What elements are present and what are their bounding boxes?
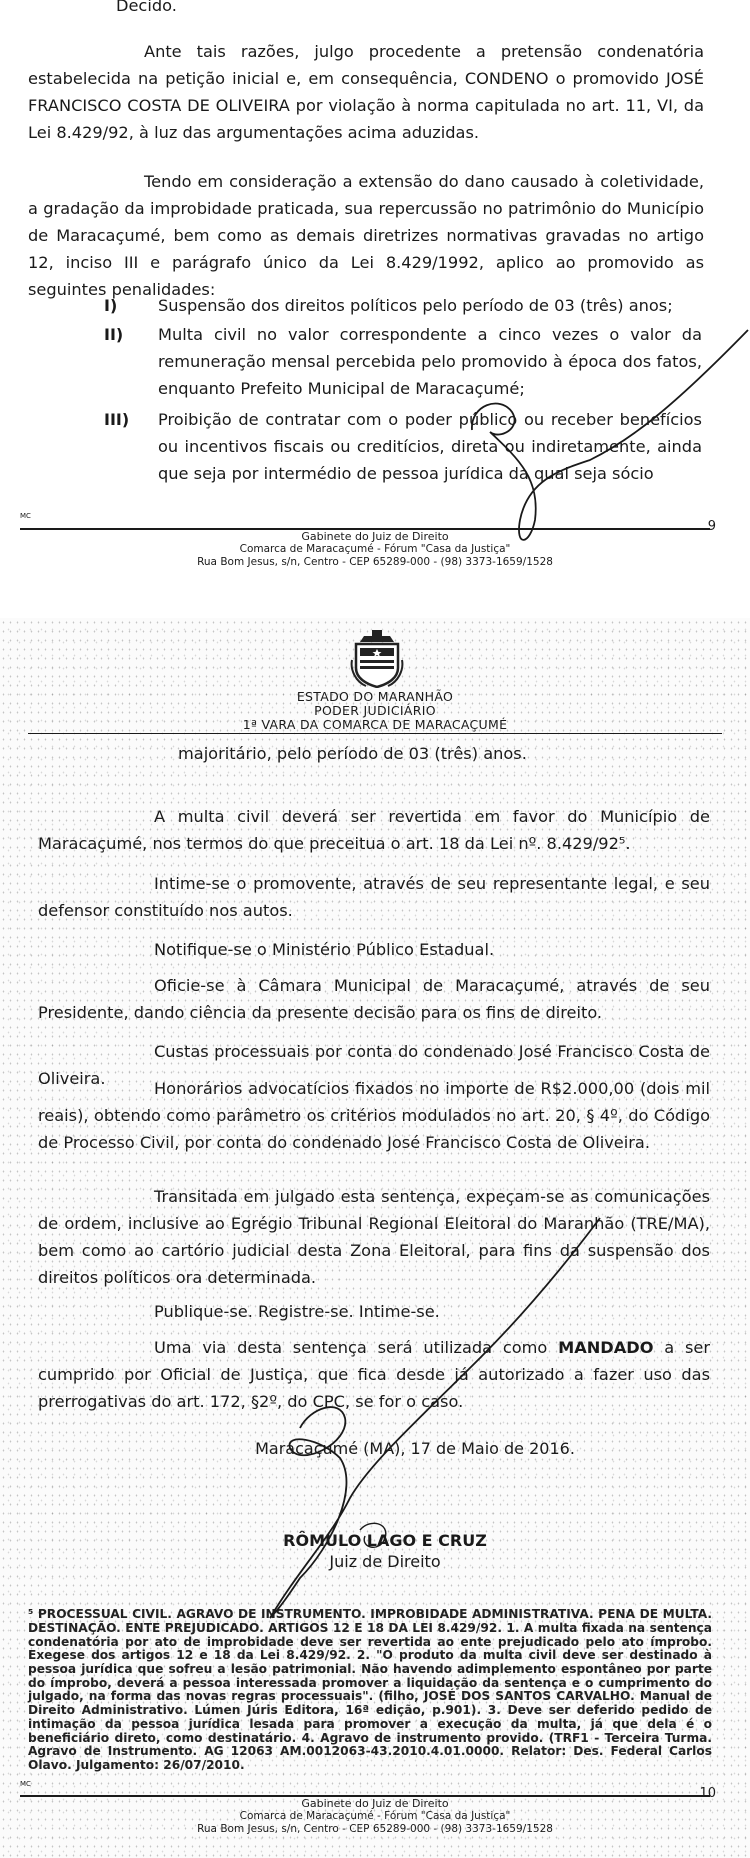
footnote-5: ⁵ PROCESSUAL CIVIL. AGRAVO DE INSTRUMENTO. IMPROBIDADE ADMINISTRATIVA. PENA DE MULTA. DESTINAÇÃO. ENTE PREJUDICADO. ARTIGOS 12 E 18 DA LEI 8.429/92. 1. A multa fixada na sentença condenatória por ato de improbidade deve ser revertida ao ente prejudicado pelo ato ímprobo. Exegese dos artigos 12 e 18 da Lei 8.429/92. 2. "O produto da multa civil deve ser destinado à pessoa jurídica que sofreu a lesão patrimonial. Não havendo adimplemento espontâneo por parte do ímprobo, deverá a pessoa interessada promover a liquidação da sentença e o cumprimento do julgado, na forma das novas regras processuais". (filho, JOSÉ DOS SANTOS CARVALHO. Manual de Direito Administrativo. Lúmen Júris Editora, 16ª edição, p.901). 3. Deve ser deferido pedido de intimação da pessoa jurídica lesada para promover a execução da multa, já que dela é o beneficiário direto, como destinatário. 4. Agravo de instrumento provido. (TRF1 - Terceira Turma. Agravo de Instrumento. AG 12063 AM.0012063-43.2010.4.01.0000. Relator: Des. Federal Carlos Olavo. Julgamento: 26/07/2010. <box>28 1607 712 1772</box>
coat-of-arms-icon <box>350 630 404 688</box>
page-footer <box>0 530 750 569</box>
paragraph-oficie: Oficie-se à Câmara Municipal de Maracaçumé, através de seu Presidente, dando ciência da presente decisão para os fins de direito. <box>38 976 710 1022</box>
header-state: ESTADO DO MARANHÃO <box>296 689 454 704</box>
paragraph-mandado <box>38 1334 710 1415</box>
header-rule <box>28 733 722 734</box>
footer-court: Comarca de Maracaçumé - Fórum "Casa da Justiça" <box>239 543 511 555</box>
penalty-text: Multa civil no valor correspondente a cinco vezes o valor da remuneração mensal percebida pelo promovido à época dos fatos, enquanto Prefeito Municipal de Maracaçumé; <box>158 325 702 398</box>
judge-name: RÔMULO LAGO E CRUZ <box>283 1531 487 1550</box>
footer-office: Gabinete do Juiz de Direito <box>301 530 449 543</box>
paragraph-transitada: Transitada em julgado esta sentença, expeçam-se as comunicações de ordem, inclusive ao Egrégio Tribunal Regional Eleitoral do Maranhão (TRE/MA), bem como ao cartório judicial desta Zona Eleitoral, para fins da suspensão dos direitos políticos ora determinada. <box>38 1187 710 1287</box>
paragraph-notifique: Notifique-se o Ministério Público Estadual. <box>154 940 495 959</box>
footer-address: Rua Bom Jesus, s/n, Centro - CEP 65289-000 - (98) 3373-1659/1528 <box>197 556 553 568</box>
penalty-text: Proibição de contratar com o poder público ou receber benefícios ou incentivos fiscais ou creditícios, direta ou indiretamente, ainda que seja por intermédio de pessoa jurídica da qual seja sócio <box>158 410 702 483</box>
paragraph-intime: Intime-se o promovente, através de seu representante legal, e seu defensor constituído nos autos. <box>38 874 710 920</box>
continuation-line: majoritário, pelo período de 03 (três) anos. <box>178 744 527 763</box>
penalty-number: II) <box>104 325 124 344</box>
document-page-10 <box>0 618 750 1858</box>
decido-line: Decido. <box>116 0 177 15</box>
paragraph-penalties-intro: Tendo em consideração a extensão do dano causado à coletividade, a gradação da improbidade praticada, sua repercussão no patrimônio do Município de Maracaçumé, bem como as demais diretrizes normativas gravadas no artigo 12, inciso III e parágrafo único da Lei 8.429/1992, aplico ao promovido as seguintes penalidades: <box>28 172 704 299</box>
mandado-text-post: a ser cumprido por Oficial de Justiça, que fica desde já autorizado a fazer uso das prerrogativas do art. 172, §2º, do CPC, se for o caso. <box>38 1338 710 1411</box>
judge-title: Juiz de Direito <box>329 1552 441 1571</box>
court-header <box>0 690 750 732</box>
page-footer <box>0 1797 750 1836</box>
penalty-number: III) <box>104 410 130 429</box>
paragraph-condemnation: Ante tais razões, julgo procedente a pretensão condenatória estabelecida na petição inicial e, em consequência, CONDENO o promovido JOSÉ FRANCISCO COSTA DE OLIVEIRA por violação à norma capitulada no art. 11, VI, da Lei 8.429/92, à luz das argumentações acima aduzidas. <box>28 42 704 142</box>
penalty-text: Suspensão dos direitos políticos pelo período de 03 (três) anos; <box>158 296 673 315</box>
header-judiciary: PODER JUDICIÁRIO <box>314 703 436 718</box>
paragraph-custas: Custas processuais por conta do condenado José Francisco Costa de Oliveira. <box>38 1042 710 1088</box>
paragraph-honorarios: Honorários advocatícios fixados no importe de R$2.000,00 (dois mil reais), obtendo como parâmetro os critérios modulados no art. 20, § 4º, do Código de Processo Civil, por conta do condenado José Francisco Costa de Oliveira. <box>38 1079 710 1152</box>
paragraph-multa: A multa civil deverá ser revertida em favor do Município de Maracaçumé, nos termos do que preceitua o art. 18 da Lei nº. 8.429/92⁵. <box>38 807 710 853</box>
page-gap <box>0 586 750 618</box>
document-page-9 <box>0 0 750 586</box>
penalty-number: I) <box>104 296 118 315</box>
footer-address: Rua Bom Jesus, s/n, Centro - CEP 65289-000 - (98) 3373-1659/1528 <box>197 1823 553 1835</box>
header-court: 1ª VARA DA COMARCA DE MARACAÇUMÉ <box>242 717 508 732</box>
initials-mark: MC <box>20 512 31 520</box>
mandado-keyword: MANDADO <box>558 1338 654 1357</box>
sentence-date: Maracaçumé (MA), 17 de Maio de 2016. <box>255 1439 575 1458</box>
mandado-text-pre: Uma via desta sentença será utilizada como <box>154 1338 559 1357</box>
footer-office: Gabinete do Juiz de Direito <box>301 1797 449 1810</box>
initials-mark: MC <box>20 1780 31 1788</box>
page-number: 10 <box>699 1786 716 1801</box>
page-number: 9 <box>707 519 716 534</box>
footer-court: Comarca de Maracaçumé - Fórum "Casa da Justiça" <box>239 1810 511 1822</box>
paragraph-publique: Publique-se. Registre-se. Intime-se. <box>154 1302 440 1321</box>
